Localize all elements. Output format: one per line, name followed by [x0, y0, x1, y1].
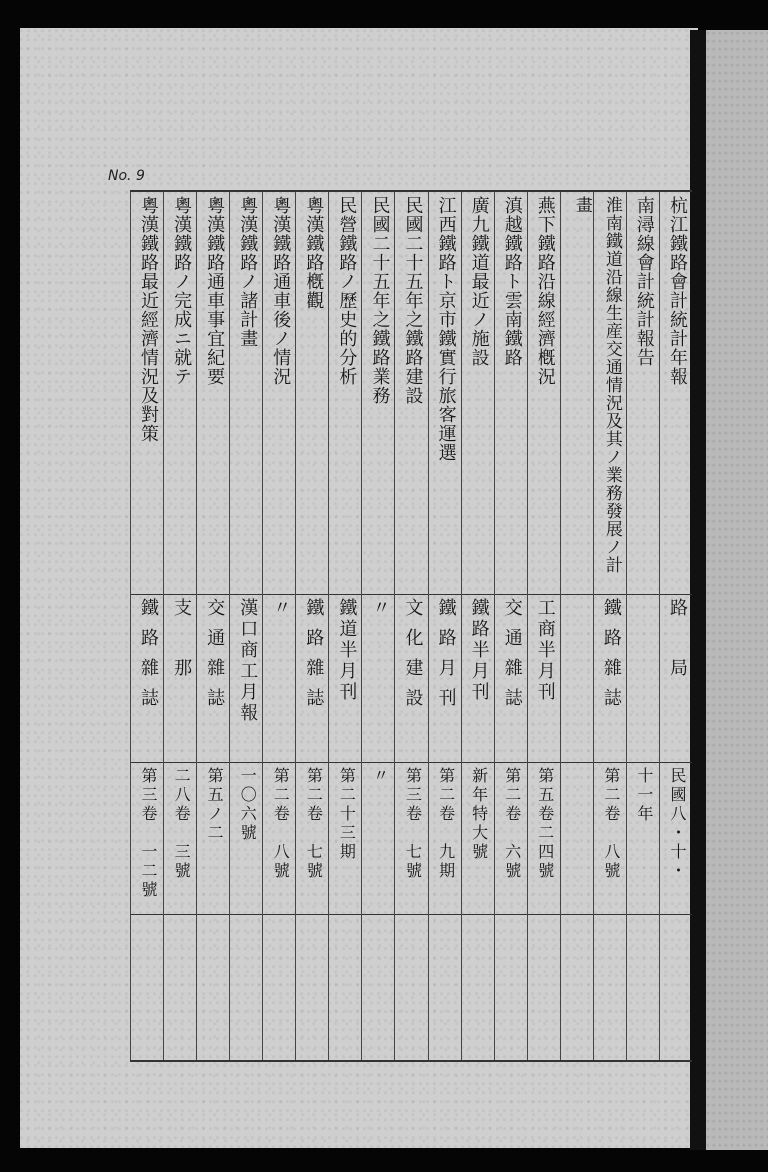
table-row — [494, 192, 528, 1060]
issue-number: 新年特大號 — [469, 767, 489, 862]
issue-number: 第五ノ二 — [205, 767, 225, 843]
table-row — [527, 192, 561, 1060]
issue-number: 第二十三期 — [337, 767, 357, 862]
article-title: 民國二十五年之鐵路業務 — [369, 196, 391, 405]
publication-name: 鐵路半月刊 — [468, 598, 490, 703]
article-title — [561, 196, 594, 586]
issue-number: 民國八・十・ — [667, 767, 687, 881]
publication-name: 交通雜誌 — [501, 598, 523, 718]
table-row — [626, 192, 660, 1060]
publication-name: 鐵道半月刊 — [336, 598, 358, 703]
article-title: 江西鐵路ト京市鐵實行旅客運選 — [435, 196, 457, 462]
table-row — [361, 192, 395, 1060]
article-title: 粵漢鐵路通車事宜紀要 — [204, 196, 226, 386]
publication-name — [627, 598, 660, 758]
adjacent-page-edge — [706, 30, 768, 1150]
issue-number: 十一年 — [634, 767, 654, 824]
issue-number: 一〇六號 — [238, 767, 258, 843]
article-title: 杭江鐵路會計統計年報 — [666, 196, 688, 386]
publication-name: 鐵路雜誌 — [303, 598, 325, 718]
article-title: 民國二十五年之鐵路建設 — [402, 196, 424, 405]
table-row — [262, 192, 296, 1060]
table-row — [130, 192, 164, 1060]
publication-name: 鐵路月刊 — [435, 598, 457, 718]
issue-number — [561, 767, 594, 907]
table-row — [461, 192, 495, 1060]
article-title: 粵漢鐵路通車後ノ情況 — [270, 196, 292, 386]
table-row — [163, 192, 197, 1060]
article-title: 粵漢鐵路槪觀 — [303, 196, 325, 310]
article-title: 滇越鐵路ト雲南鐵路 — [501, 196, 523, 367]
publication-name: 〃 — [369, 598, 391, 628]
issue-number: 第二卷 九期 — [436, 767, 456, 881]
table-row — [328, 192, 362, 1060]
issue-number: 第二卷 八號 — [601, 767, 621, 881]
issue-number: 第二卷 六號 — [502, 767, 522, 881]
article-title: 粵漢鐵路ノ諸計畫 — [237, 196, 259, 348]
article-title: 粵漢鐵路ノ完成ニ就テ — [171, 196, 193, 386]
publication-name: 工商半月刊 — [534, 598, 556, 703]
publication-name: 支 那 — [171, 598, 193, 688]
table-row — [428, 192, 462, 1060]
bibliography-table — [130, 190, 692, 1062]
publication-name — [561, 598, 594, 758]
publication-name: 文化建設 — [402, 598, 424, 718]
issue-number: 〃 — [370, 767, 390, 786]
issue-number: 第三卷 七號 — [403, 767, 423, 881]
article-title: 南潯線會計統計報告 — [633, 196, 655, 367]
table-row — [295, 192, 329, 1060]
publication-name: 漢口商工月報 — [237, 598, 259, 724]
publication-name: 路 局 — [666, 598, 688, 688]
publication-name: 鐵路雜誌 — [138, 598, 160, 718]
article-title: 粵漢鐵路最近經濟情況及對策 — [138, 196, 160, 443]
article-title: 燕下鐵路沿線經濟槪況 — [534, 196, 556, 386]
publication-name: 鐵路雜誌 — [600, 598, 622, 718]
article-title: 廣九鐵道最近ノ施設 — [468, 196, 490, 367]
issue-number: 第三卷 一二號 — [139, 767, 159, 900]
publication-name: 交通雜誌 — [204, 598, 226, 718]
table-row — [560, 192, 594, 1060]
table-row — [196, 192, 230, 1060]
table-row — [229, 192, 263, 1060]
article-title: 淮南鐵道沿線生産交通情況及其ノ業務發展ノ計畫 — [571, 196, 622, 574]
issue-number: 第二卷 七號 — [304, 767, 324, 881]
article-title: 民營鐵路ノ歷史的分析 — [336, 196, 358, 386]
page-number: No. 9 — [108, 168, 145, 184]
issue-number: 二八卷 三號 — [172, 767, 192, 881]
table-row — [571, 192, 627, 1060]
table-row — [659, 192, 693, 1060]
issue-number: 第五卷二四號 — [535, 767, 555, 881]
issue-number: 第二卷 八號 — [271, 767, 291, 881]
table-row — [394, 192, 428, 1060]
publication-name: 〃 — [270, 598, 292, 628]
